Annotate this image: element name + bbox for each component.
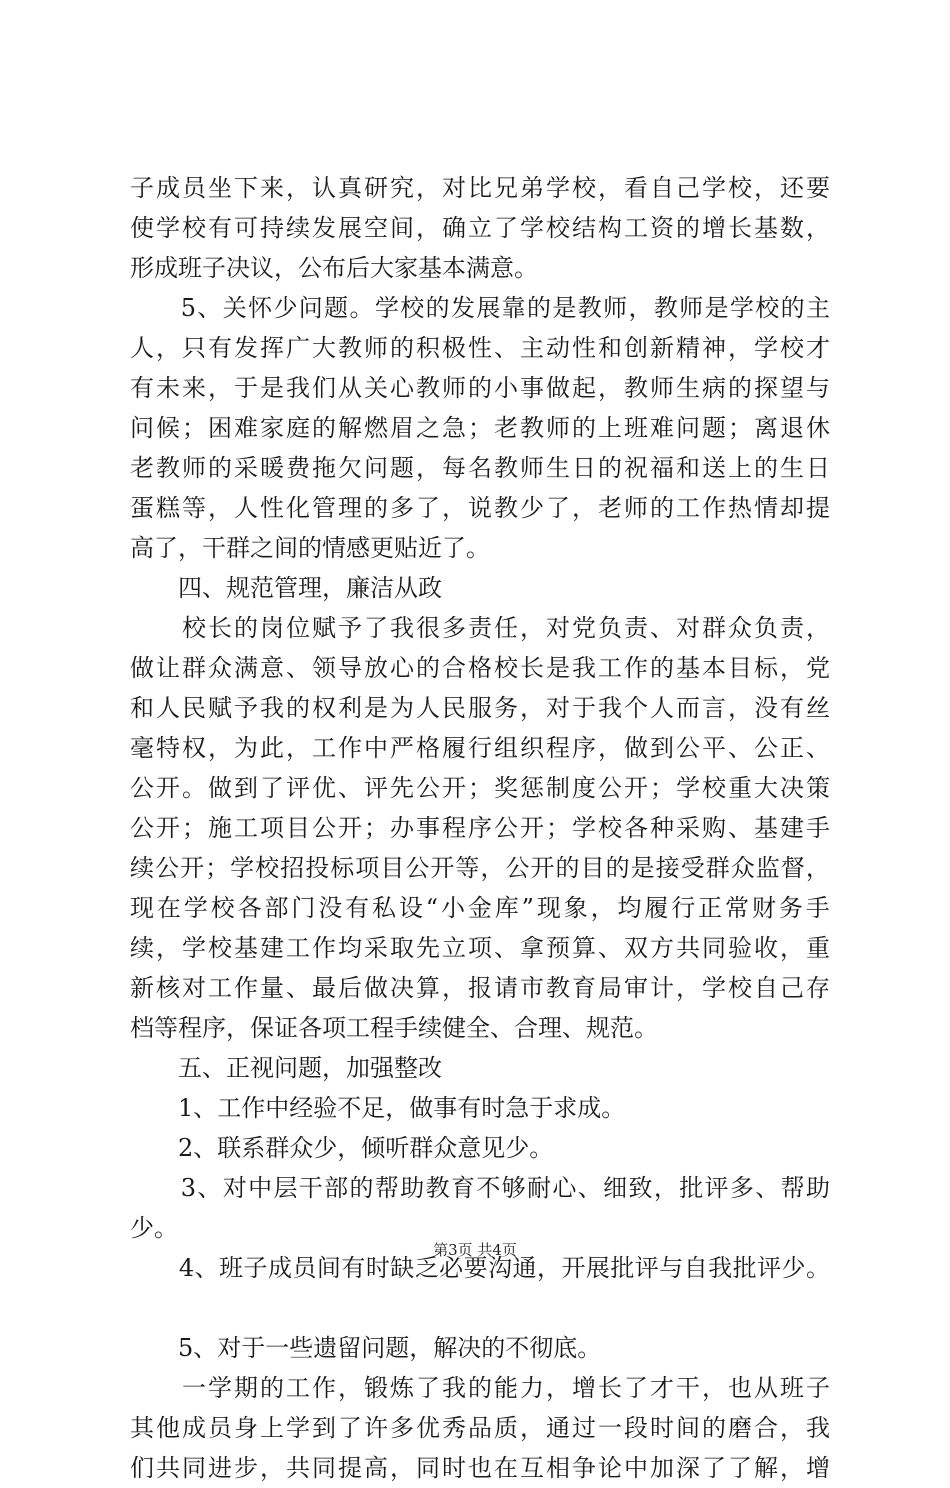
text-line: 其 他 成 员 身 上 学 到 了 许 多 优 秀 品 质 ， 通 过 一 段 时 间 的 磨 合 ， 我: [130, 1414, 830, 1442]
text-line: [130, 1288, 830, 1328]
text-line: 高了，干群之间的情感更贴近了。: [130, 534, 490, 562]
text-line: 3 、 对 中 层 干 部 的 帮 助 教 育 不 够 耐 心 、 细 致 ， 批 评 多 、 帮 助: [180, 1174, 830, 1202]
text-line: 子 成 员 坐 下 来 ， 认 真 研 究 ， 对 比 兄 弟 学 校 ， 看 自 己 学 校 ， 还 要: [130, 174, 830, 202]
document-body: [130, 168, 830, 1488]
text-line: 公 开 ； 施 工 项 目 公 开 ； 办 事 程 序 公 开 ； 学 校 各 种 采 购 、 基 建 手: [130, 814, 830, 842]
text-line: 1、工作中经验不足，做事有时急于求成。: [130, 1094, 626, 1122]
text-line: 5、对于一些遗留问题，解决的不彻底。: [130, 1334, 602, 1362]
text-line: 续 公 开 ； 学 校 招 投 标 项 目 公 开 等 ， 公 开 的 目 的 是 接 受 群 众 监 督 ，: [130, 854, 830, 882]
text-line: 5 、 关 怀 少 问 题 。 学 校 的 发 展 靠 的 是 教 师 ， 教 师 是 学 校 的 主: [180, 294, 830, 322]
text-line: 问 候 ； 困 难 家 庭 的 解 燃 眉 之 急 ； 老 教 师 的 上 班 难 问 题 ； 离 退 休: [130, 414, 830, 442]
text-line: 少。: [130, 1214, 178, 1242]
text-line: 4 、 班 子 成 员 间 有 时 缺 乏 必 要 沟 通 ， 开 展 批 评 与 自 我 批 评 少 。: [178, 1254, 830, 1282]
text-line: 形成班子决议，公布后大家基本满意。: [130, 254, 538, 282]
text-line: 毫 特 权 ， 为 此 ， 工 作 中 严 格 履 行 组 织 程 序 ， 做 到 公 平 、 公 正 、: [130, 734, 830, 762]
text-line: 和 人 民 赋 予 我 的 权 利 是 为 人 民 服 务 ， 对 于 我 个 人 而 言 ， 没 有 丝: [130, 694, 830, 722]
text-line: 人 ， 只 有 发 挥 广 大 教 师 的 积 极 性 、 主 动 性 和 创 新 精 神 ， 学 校 才: [130, 334, 830, 362]
text-line: 续 ， 学 校 基 建 工 作 均 采 取 先 立 项 、 拿 预 算 、 双 方 共 同 验 收 ， 重: [130, 934, 830, 962]
text-line: 使 学 校 有 可 持 续 发 展 空 间 ， 确 立 了 学 校 结 构 工 资 的 增 长 基 数 ，: [130, 214, 830, 242]
text-line: 2、联系群众少，倾听群众意见少。: [130, 1134, 554, 1162]
page-footer: 第3页 共4页: [433, 1241, 517, 1259]
text-line: 档等程序，保证各项工程手续健全、合理、规范。: [130, 1014, 658, 1042]
text-line: 五、正视问题，加强整改: [130, 1054, 442, 1082]
text-line: 现 在 学 校 各 部 门 没 有 私 设 “ 小 金 库 ” 现 象 ， 均 履 行 正 常 财 务 手: [130, 894, 830, 922]
text-line: 新 核 对 工 作 量 、 最 后 做 决 算 ， 报 请 市 教 育 局 审 计 ， 学 校 自 己 存: [130, 974, 830, 1002]
text-line: 有 未 来 ， 于 是 我 们 从 关 心 教 师 的 小 事 做 起 ， 教 师 生 病 的 探 望 与: [130, 374, 830, 402]
text-line: 公 开 。 做 到 了 评 优 、 评 先 公 开 ； 奖 惩 制 度 公 开 ； 学 校 重 大 决 策: [130, 774, 830, 802]
text-line: 四、规范管理，廉洁从政: [130, 574, 442, 602]
text-line: 做 让 群 众 满 意 、 领 导 放 心 的 合 格 校 长 是 我 工 作 的 基 本 目 标 ， 党: [130, 654, 830, 682]
text-line: 蛋 糕 等 ， 人 性 化 管 理 的 多 了 ， 说 教 少 了 ， 老 师 的 工 作 热 情 却 提: [130, 494, 830, 522]
text-line: 老 教 师 的 采 暖 费 拖 欠 问 题 ， 每 名 教 师 生 日 的 祝 福 和 送 上 的 生 日: [130, 454, 830, 482]
text-line: 们 共 同 进 步 ， 共 同 提 高 ， 同 时 也 在 互 相 争 论 中 加 深 了 了 解 ， 增: [130, 1454, 830, 1482]
text-line: 一 学 期 的 工 作 ， 锻 炼 了 我 的 能 力 ， 增 长 了 才 干 ， 也 从 班 子: [182, 1374, 830, 1402]
text-line: 校 长 的 岗 位 赋 予 了 我 很 多 责 任 ， 对 党 负 责 、 对 群 众 负 责 ，: [182, 614, 830, 642]
